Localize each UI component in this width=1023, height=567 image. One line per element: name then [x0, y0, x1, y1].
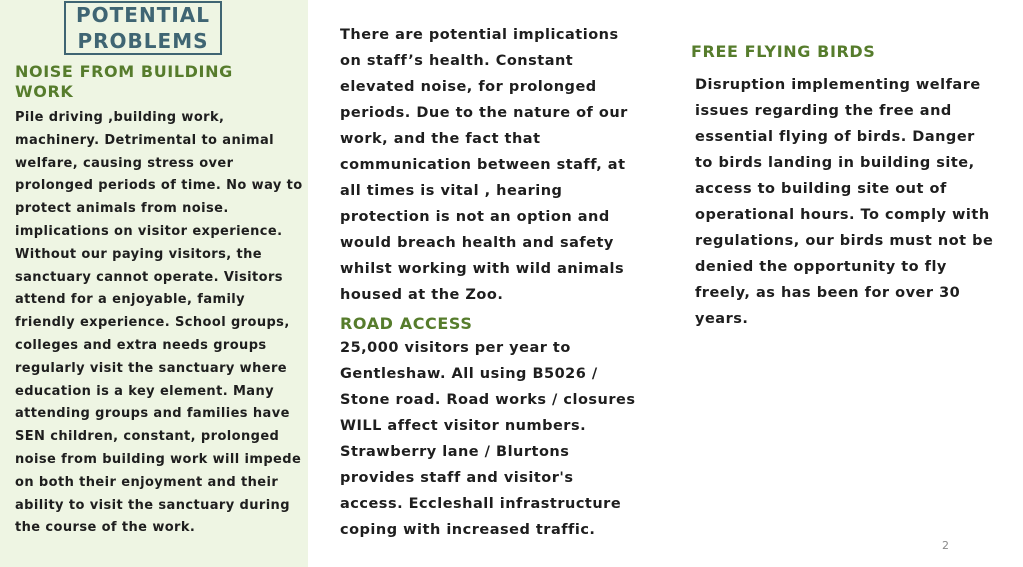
road-access-body: 25,000 visitors per year to Gentleshaw. All using B5026 / Stone road. Road works / closures WILL affect visitor numbers. Strawberry lane / Blurtons provides staff and visitor's access. Eccleshall infrastructure coping with increased traffic.	[340, 340, 636, 538]
staff-health-body: There are potential implications on staff’s health. Constant elevated noise, for prolonged periods. Due to the nature of our work, and the fact that communication between staff, at all times is vital , hearing protection is not an option and would breach health and safety whilst working with wild animals housed at the Zoo.	[340, 27, 628, 303]
noise-heading: NOISE FROM BUILDING WORK	[15, 62, 233, 101]
noise-body: Pile driving ,building work, machinery. Detrimental to animal welfare, causing stress over prolonged periods of time. No way to protect animals from noise. implications on visitor experience. Without our paying visitors, the sanctuary cannot operate. Visitors attend for a enjoyable, family friendly experience. School groups, colleges and extra needs groups regularly visit the sanctuary where education is a key element. Many attending groups and families have SEN children, constant, prolonged noise from building work will impede on both their enjoyment and their ability to visit the sanctuary during the course of the work.	[15, 110, 303, 536]
title-line-1: POTENTIAL	[75, 3, 210, 27]
page-number: 2	[942, 539, 949, 552]
title-box	[64, 1, 222, 55]
free-flying-birds-body: Disruption implementing welfare issues regarding the free and essential flying of birds. Danger to birds landing in building site, access to building site out of operational hours. To comply with regulations, our birds must not be denied the opportunity to fly freely, as has been for over 30 years.	[695, 77, 994, 327]
free-flying-birds-heading: FREE FLYING BIRDS	[691, 42, 876, 61]
title-line-2: PROBLEMS	[77, 29, 209, 53]
road-access-heading: ROAD ACCESS	[340, 314, 473, 333]
